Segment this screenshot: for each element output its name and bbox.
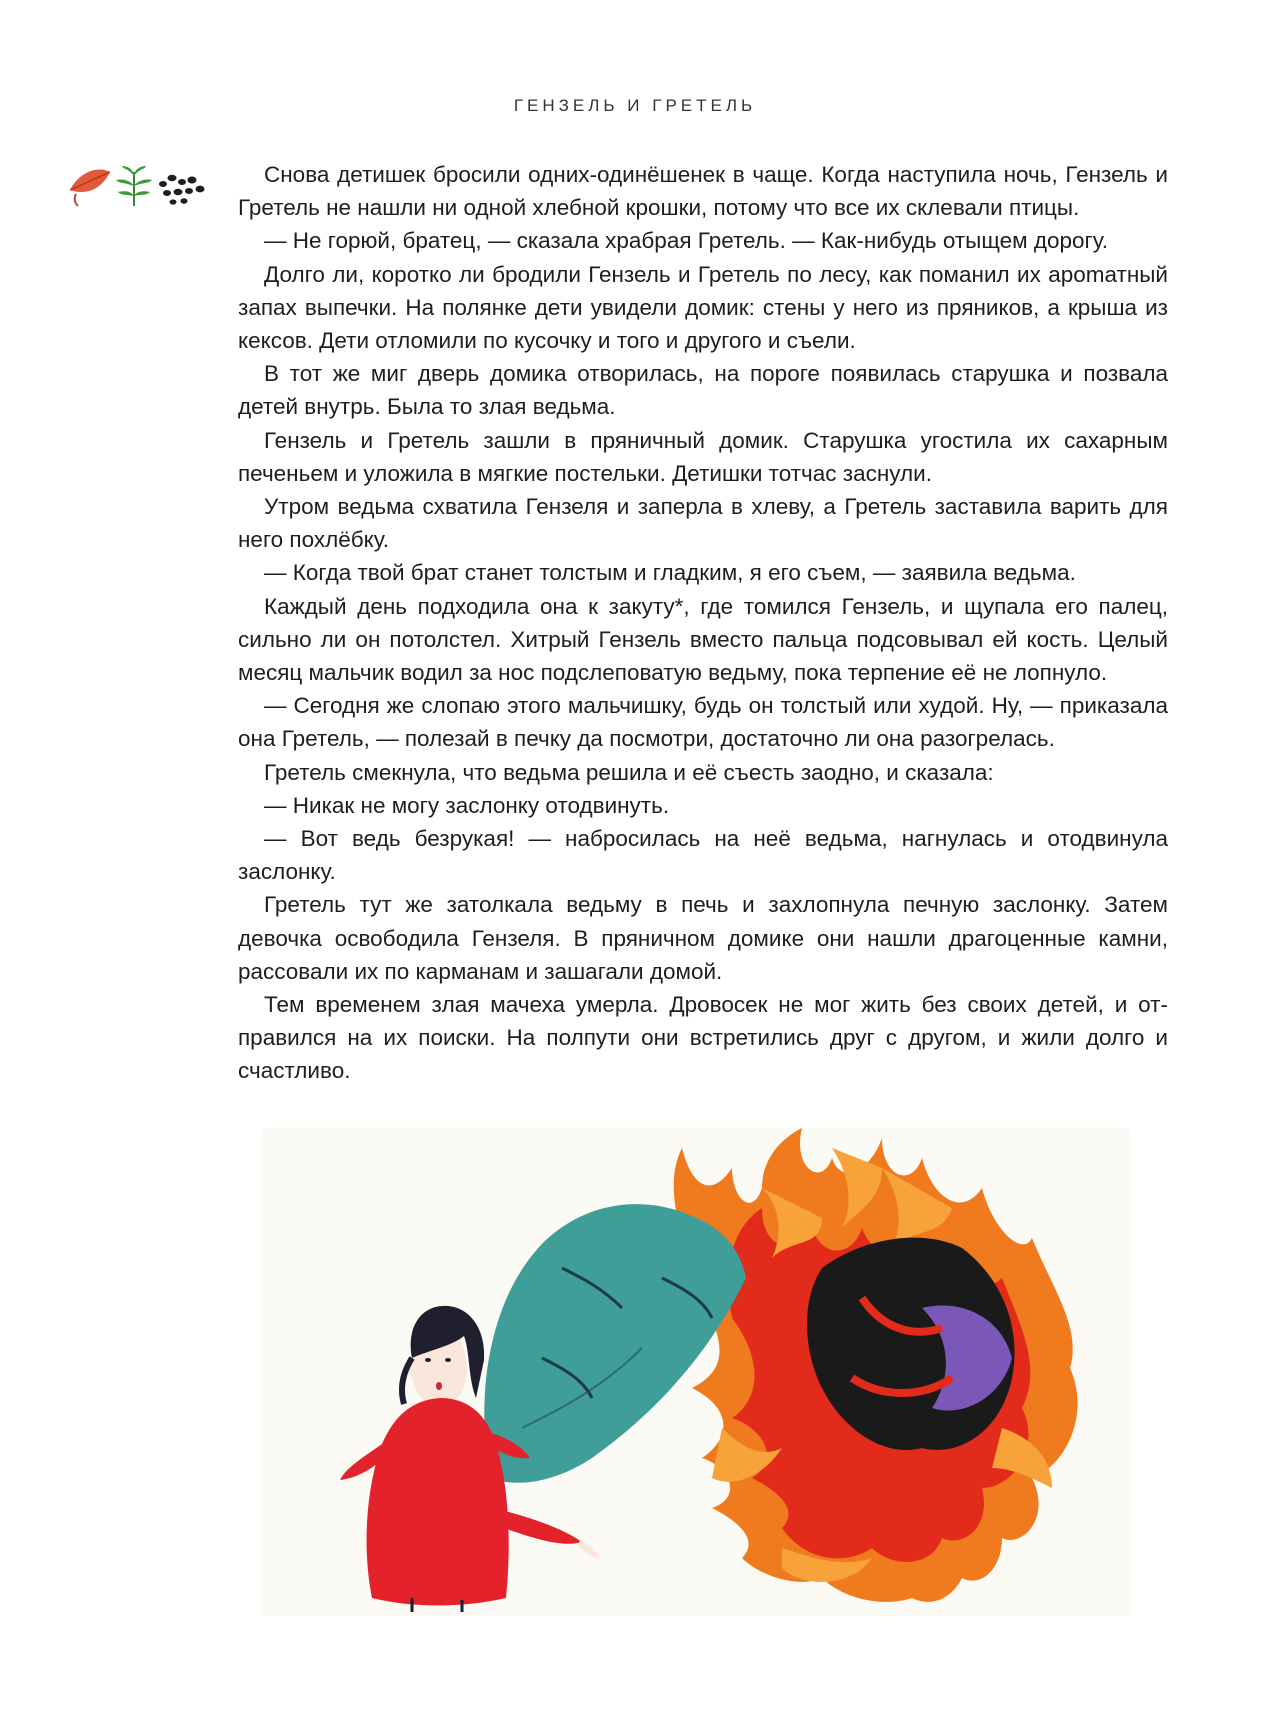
paragraph: — Никак не могу заслонку отодвинуть. — [264, 792, 670, 818]
leaf-icon — [70, 169, 110, 206]
paragraph: В тот же миг дверь домика отворилась, на пороге появилась старушка и позвала детей внутрь. Была то злая ведьма. — [238, 361, 1168, 420]
paragraph: Гретель тут же затолкала ведьму в печь и захлопнула печную заслонку. Затем девочка освободила Гензеля. В пряничном домике они нашли драгоценные камни, рассовали их по карманам и зашагали домой. — [238, 892, 1168, 984]
sprig-icon — [116, 166, 152, 206]
paragraph: — Когда твой брат станет толстым и гладким, я его съем, — заявила ведьма. — [264, 560, 1076, 586]
paragraph: — Сегодня же слопаю этого мальчишку, будь он толстый или худой. Ну, — приказала она Гретель, — полезай в печку да посмотри, достаточно ли она разогрелась. — [238, 693, 1168, 752]
crumbs-icon — [159, 175, 205, 205]
story-text — [238, 158, 1168, 1088]
paragraph: Гретель смекнула, что ведьма решила и её съесть заодно, и сказала: — [264, 759, 994, 785]
chapter-ornament — [66, 162, 216, 217]
oven-door — [484, 1204, 746, 1483]
illustration-gretel-oven — [262, 1128, 1130, 1616]
paragraph: Снова детишек бросили одних-одинёшенек в чаще. Когда наступила ночь, Гензель и Гретель не нашли ни одной хлебной крошки, потому что все их склевали птицы. — [238, 162, 1168, 221]
paragraph: Каждый день подходила она к закуту*, где томился Гензель, и щупала его палец, сильно ли он потолстел. Хитрый Гензель вместо пальца подсовывал ей кость. Целый месяц мальчик водил за нос подслеповатую ведьму, пока терпение её не лопнуло. — [238, 593, 1168, 686]
paragraph: Утром ведьма схватила Гензеля и заперла в хлеву, а Гретель заставила варить для него похлёбку. — [238, 494, 1168, 553]
paragraph: Долго ли, коротко ли бродили Гензель и Гретель по лесу, как поманил их ароmатный запах выпечки. На полянке дети увидели домик: стены у него из пряников, а крыша из кексов. Дети отломили по кусочку и того и другого и съели. — [238, 261, 1168, 354]
paragraph: Гензель и Гретель зашли в пряничный домик. Старушка угостила их сахарным печеньем и уложила в мягкие постельки. Детишки тотчас заснули. — [238, 427, 1168, 486]
paragraph: — Не горюй, братец, — сказала храбрая Гретель. — Как-нибудь отыщем дорогу. — [264, 228, 1108, 254]
paragraph: Тем временем злая мачеха умерла. Дровосек не мог жить без своих детей, и отправился на их поиски. На полпути они встретились друг с другом, и жили долго и счастливо. — [238, 992, 1168, 1084]
running-title: ГЕНЗЕЛЬ И ГРЕТЕЛЬ — [513, 96, 757, 115]
paragraph: — Вот ведь безрукая! — набросилась на неё ведьма, нагнулась и отодвинула заслонку. — [238, 826, 1168, 885]
